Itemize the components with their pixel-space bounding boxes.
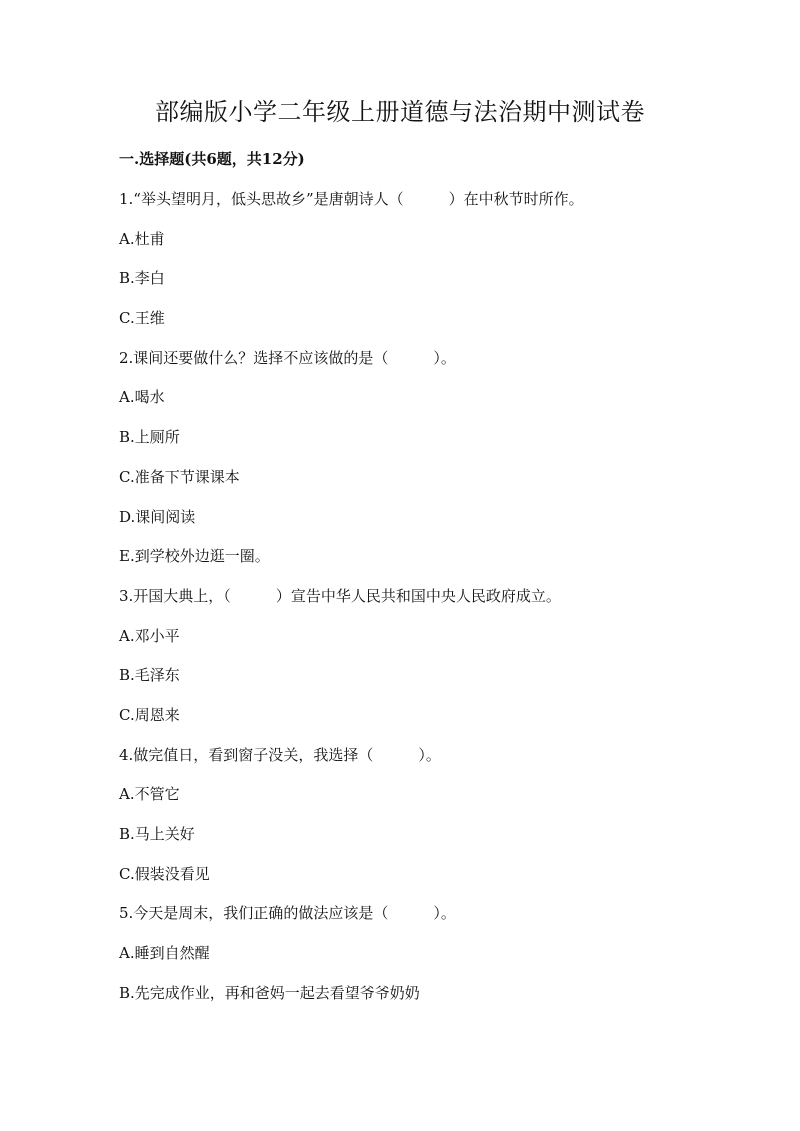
q2-option-e: E.到学校外边逛一圈。	[119, 547, 270, 565]
q3-option-b: B.毛泽东	[119, 666, 180, 684]
question-4: 4.做完值日，看到窗子没关，我选择（ ）。	[119, 746, 441, 764]
q1-option-c: C.王维	[119, 309, 165, 327]
q4-option-c: C.假装没看见	[119, 865, 210, 883]
q2-option-b: B.上厕所	[119, 428, 180, 446]
q2-option-c: C.准备下节课课本	[119, 468, 240, 486]
q3-option-c: C.周恩来	[119, 706, 180, 724]
q2-option-d: D.课间阅读	[119, 508, 196, 526]
question-3: 3.开国大典上，（ ）宣告中华人民共和国中央人民政府成立。	[119, 587, 561, 605]
question-1: 1.“举头望明月，低头思故乡”是唐朝诗人（ ）在中秋节时所作。	[119, 190, 584, 208]
q1-option-a: A.杜甫	[119, 230, 165, 248]
section-heading: 一.选择题(共6题，共12分)	[119, 150, 305, 168]
q2-option-a: A.喝水	[119, 388, 165, 406]
q5-option-a: A.睡到自然醒	[119, 944, 210, 962]
question-5: 5.今天是周末，我们正确的做法应该是（ ）。	[119, 904, 456, 922]
q1-option-b: B.李白	[119, 269, 165, 287]
question-2: 2.课间还要做什么？选择不应该做的是（ ）。	[119, 349, 456, 367]
q3-option-a: A.邓小平	[119, 627, 180, 645]
q4-option-a: A.不管它	[119, 785, 180, 803]
exam-title: 部编版小学二年级上册道德与法治期中测试卷	[155, 98, 645, 126]
q5-option-b: B.先完成作业，再和爸妈一起去看望爷爷奶奶	[119, 984, 420, 1002]
q4-option-b: B.马上关好	[119, 825, 195, 843]
